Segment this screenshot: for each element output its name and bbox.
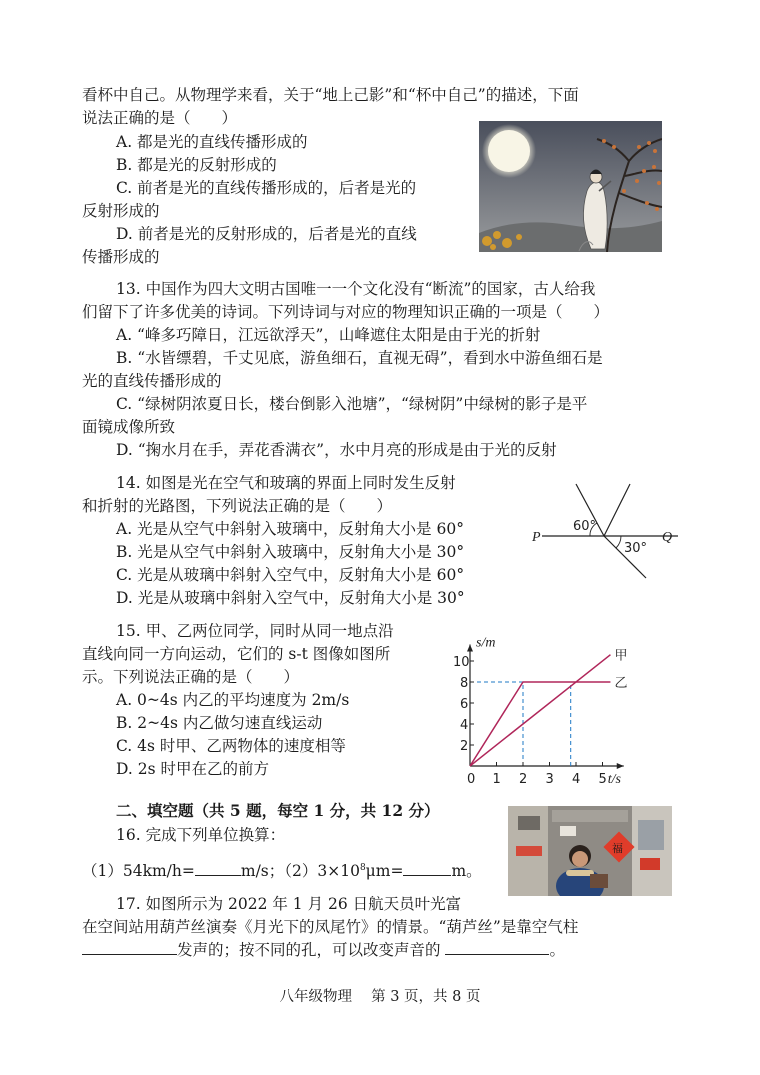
q16-answer-blank-1[interactable] xyxy=(195,860,241,876)
q16-stem: 16. 完成下列单位换算： xyxy=(116,826,286,844)
q13-stem-line1: 13. 中国作为四大文明古国唯一一个文化没有“断流”的国家，古人给我 xyxy=(116,280,596,298)
fu-sign-char: 福 xyxy=(612,842,623,855)
ray-right-upper xyxy=(604,484,630,536)
q14-stem-line1: 14. 如图是光在空气和玻璃的界面上同时发生反射 xyxy=(116,474,456,492)
q14-option-a: A. 光是从空气中斜射入玻璃中，反射角大小是 60° xyxy=(116,520,464,538)
chart-ticks xyxy=(453,655,607,787)
section-2-heading: 二、填空题（共 5 题，每空 1 分，共 12 分） xyxy=(116,801,440,820)
q13-option-d: D. “掬水月在手，弄花香满衣”，水中月亮的形成是由于光的反射 xyxy=(116,441,557,459)
q13-option-c-line1: C. “绿树阴浓夏日长，楼台倒影入池塘”，“绿树阴”中绿树的影子是平 xyxy=(116,395,588,413)
q16-answer-blank-2[interactable] xyxy=(403,860,451,876)
page-footer: 八年级物理 第 3 页，共 8 页 xyxy=(279,989,481,1005)
q17-line3 xyxy=(82,939,565,961)
x-tick-label-5: 5 xyxy=(598,772,607,787)
q15-stem-line3: 示。下列说法正确的是（ ） xyxy=(82,668,300,686)
q15-stem-line1: 15. 甲、乙两位同学，同时从同一地点沿 xyxy=(116,622,394,640)
q13-option-a: A. “峰多巧障日，江远欲浮天”，山峰遮住太阳是由于光的折射 xyxy=(116,326,541,344)
q14-option-d: D. 光是从玻璃中斜射入空气中，反射角大小是 30° xyxy=(116,589,465,607)
q15-option-b: B. 2~4s 内乙做匀速直线运动 xyxy=(116,714,323,732)
q14-option-b: B. 光是从空气中斜射入玻璃中，反射角大小是 30° xyxy=(116,543,465,561)
x-tick-label-0: 0 xyxy=(467,772,476,787)
x-tick-label-2: 2 xyxy=(519,772,528,787)
q12-option-c-line2: 反射形成的 xyxy=(82,202,160,220)
q16-part4: m。 xyxy=(451,862,482,880)
q16-part2: m/s；（2）3×10 xyxy=(240,862,360,880)
y-axis-arrow xyxy=(467,645,473,652)
q15-option-c: C. 4s 时甲、乙两物体的速度相等 xyxy=(116,737,346,755)
q17-answer-blank-1[interactable] xyxy=(82,939,177,955)
q17-line2: 在空间站用葫芦丝演奏《月光下的凤尾竹》的情景。“葫芦丝”是靠空气柱 xyxy=(82,918,579,936)
q12-option-c-line1: C. 前者是光的直线传播形成的，后者是光的 xyxy=(116,179,417,197)
series-line-1 xyxy=(470,682,610,766)
q15-option-d: D. 2s 时甲在乙的前方 xyxy=(116,760,269,778)
y-tick-label-10: 10 xyxy=(453,655,470,670)
q12-option-d-line1: D. 前者是光的反射形成的，后者是光的直线 xyxy=(116,225,417,243)
q12-stem-line2: 说法正确的是（ ） xyxy=(82,109,238,127)
x-axis-label: t/s xyxy=(607,772,621,787)
series-line-0 xyxy=(470,655,610,766)
chart-labels xyxy=(476,636,627,788)
q17-line1: 17. 如图所示为 2022 年 1 月 26 日航天员叶光富 xyxy=(116,895,462,913)
label-q: Q xyxy=(662,530,673,545)
astronaut-photo xyxy=(508,806,672,896)
q13-stem-line2: 们留下了许多优美的诗词。下列诗词与对应的物理知识正确的一项是（ ） xyxy=(82,303,610,321)
q13-option-b-line1: B. “水皆缥碧，千丈见底，游鱼细石，直视无碍”，看到水中游鱼细石是 xyxy=(116,349,603,367)
q16-blanks-line xyxy=(82,860,482,882)
y-tick-label-8: 8 xyxy=(460,676,469,691)
angle-label-30: 30° xyxy=(624,541,648,556)
y-axis-label: s/m xyxy=(476,635,496,651)
label-p: P xyxy=(532,530,541,545)
q15-option-a: A. 0~4s 内乙的平均速度为 2m/s xyxy=(116,691,350,709)
y-tick-label-4: 4 xyxy=(460,718,469,733)
q12-option-d-line2: 传播形成的 xyxy=(82,248,160,266)
q16-exponent: 8 xyxy=(359,862,366,873)
s-t-chart xyxy=(445,628,650,788)
poet-moon-illustration xyxy=(479,121,662,252)
q16-part3: μm= xyxy=(365,862,404,880)
x-tick-label-1: 1 xyxy=(492,772,501,787)
series-label-1: 乙 xyxy=(614,676,628,691)
q13-option-b-line2: 光的直线传播形成的 xyxy=(82,372,222,390)
chart-series xyxy=(470,655,610,766)
x-tick-label-3: 3 xyxy=(545,772,554,787)
q13-option-c-line2: 面镜成像所致 xyxy=(82,418,176,436)
y-tick-label-2: 2 xyxy=(460,739,469,754)
q12-stem-line1: 看杯中自己。从物理学来看，关于“地上己影”和“杯中自己”的描述，下面 xyxy=(82,86,579,104)
x-axis-arrow xyxy=(617,763,624,769)
y-tick-label-6: 6 xyxy=(460,697,469,712)
angle-label-60: 60° xyxy=(573,519,597,534)
angle-arc-30 xyxy=(616,536,621,548)
hulusi-instrument-icon xyxy=(566,870,594,876)
q17-line3-end: 。 xyxy=(549,941,565,959)
x-tick-label-4: 4 xyxy=(572,772,581,787)
series-label-0: 甲 xyxy=(614,648,628,664)
q12-option-b: B. 都是光的反射形成的 xyxy=(116,156,277,174)
q17-line3-text: 发声的；按不同的孔，可以改变声音的 xyxy=(177,941,441,959)
q12-option-a: A. 都是光的直线传播形成的 xyxy=(116,133,308,151)
q17-answer-blank-2[interactable] xyxy=(445,939,549,955)
q16-part1: （1）54km/h= xyxy=(82,862,195,880)
light-path-diagram xyxy=(528,478,680,590)
q14-stem-line2: 和折射的光路图，下列说法正确的是（ ） xyxy=(82,497,393,515)
q14-option-c: C. 光是从玻璃中斜射入空气中，反射角大小是 60° xyxy=(116,566,465,584)
q15-stem-line2: 直线向同一方向运动，它们的 s-t 图像如图所 xyxy=(82,645,391,663)
full-moon-icon xyxy=(488,130,530,172)
